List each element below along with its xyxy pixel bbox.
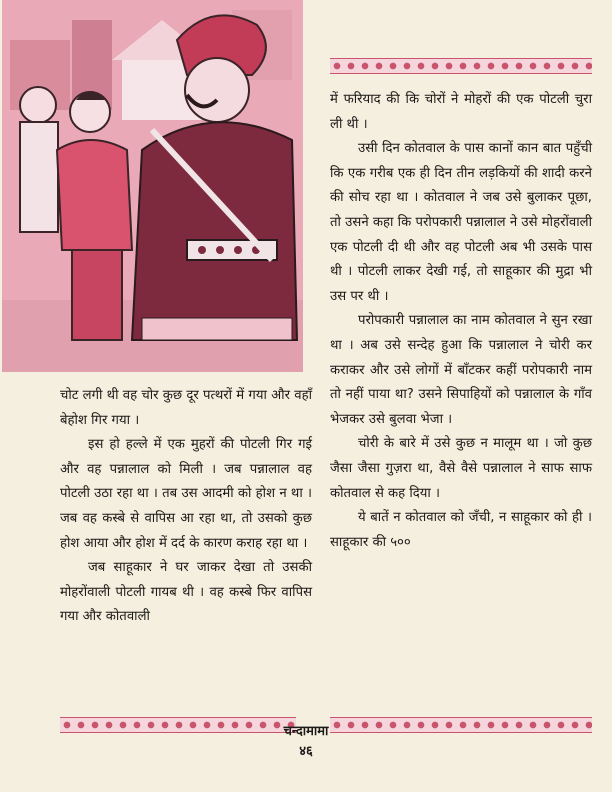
left-column-text bbox=[60, 384, 312, 630]
left-paragraph-1: चोट लगी थी वह चोर कुछ दूर पत्थरों में गया और वहाँ बेहोश गिर गया । bbox=[60, 388, 312, 428]
left-paragraph-2: इस हो हल्ले में एक मुहरों की पोटली गिर गई और वह पन्नालाल को मिली । जब पन्नालाल वह पोटली उठा रहा था । तब उस आदमी को होश न था । जब वह कस्बे से वापिस आ रहा था, तो उसको कुछ होश आया और होश में दर्द के कारण कराह रहा था । bbox=[60, 437, 312, 551]
left-paragraph-3: जब साहूकार ने घर जाकर देखा तो उसकी मोहरोंवाली पोटली गायब थी । वह कस्बे फिर वापिस गया और कोतवाली bbox=[60, 560, 312, 625]
right-paragraph-4: चोरी के बारे में उसे कुछ न मालूम था । जो कुछ जैसा जैसा गुज़रा था, वैसे वैसे पन्नालाल ने साफ साफ कोतवाल से कह दिया । bbox=[330, 436, 592, 501]
right-paragraph-2: उसी दिन कोतवाल के पास कानों कान बात पहुँची कि एक गरीब एक ही दिन तीन लड़कियों की शादी करने की सोच रहा था । कोतवाल ने जब उसे बुलाकर पूछा, तो उसने कहा कि परोपकारी पन्नालाल ने उसे मोहरोंवाली एक पोटली दी थी और वह पोटली अब भी उसके पास थी । पोटली लाकर देखी गई, तो साहूकार की मुद्रा भी उस पर थी । bbox=[330, 141, 592, 304]
right-paragraph-3: परोपकारी पन्नालाल का नाम कोतवाल ने सुन रखा था । अब उसे सन्देह हुआ कि पन्नालाल ने चोरी कर कराकर और उसे लोगों में बाँटकर कहीं परोपकारी नाम तो नहीं पाया था? उसने सिपाहियों को पन्नालाल के गाँव भेजकर उसे बुलवा भेजा । bbox=[330, 313, 592, 427]
right-paragraph-1: में फरियाद की कि चोरों ने मोहरों की एक पोटली चुरा ली थी । bbox=[330, 92, 592, 132]
story-illustration bbox=[2, 0, 303, 372]
right-paragraph-5: ये बातें न कोतवाल को जँची, न साहूकार को ही । साहूकार की ५०० bbox=[330, 510, 592, 550]
magazine-name: चन्दामामा bbox=[283, 724, 329, 739]
right-column-text bbox=[330, 88, 592, 555]
kotwal-and-pannalal-icon bbox=[2, 0, 303, 372]
page-number: ४६ bbox=[299, 744, 313, 759]
decorative-border-top bbox=[330, 58, 592, 74]
